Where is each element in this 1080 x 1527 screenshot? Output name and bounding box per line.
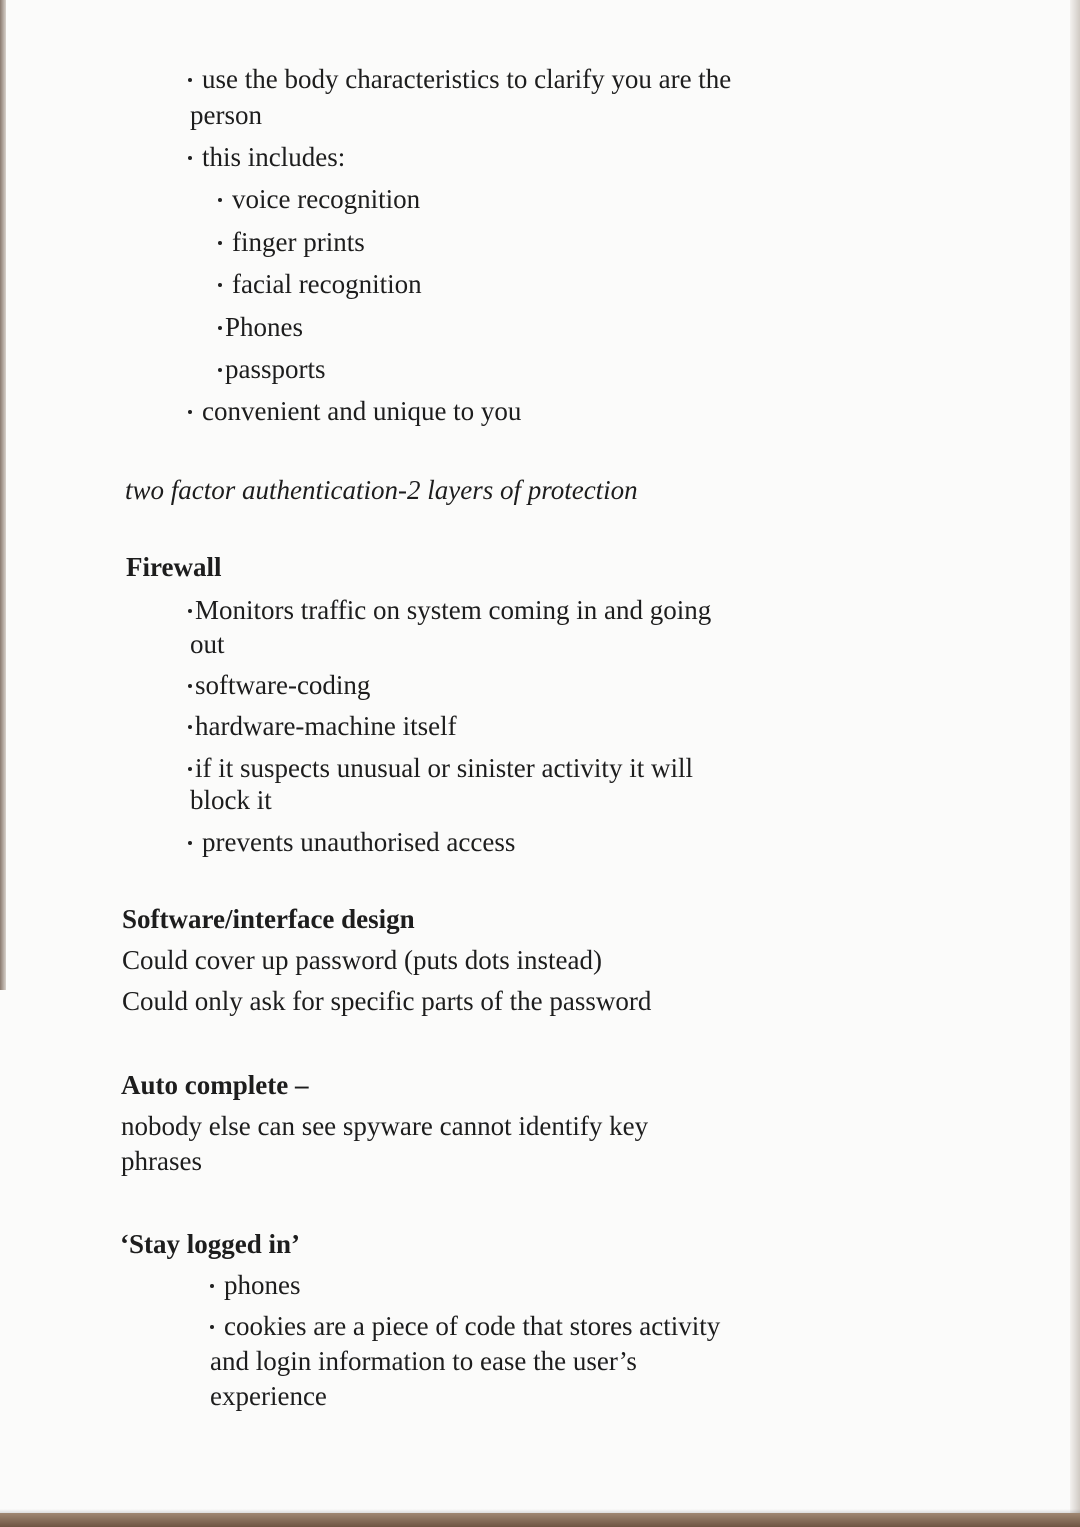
bullet-dot (218, 283, 222, 287)
example-item: facial recognition (218, 267, 422, 302)
biometric-bullet-1: use the body characteristics to clarify you are the (188, 62, 731, 97)
example-item: Phones (218, 310, 303, 345)
firewall-item: prevents unauthorised access (188, 825, 515, 860)
auto-complete-line: phrases (121, 1146, 202, 1176)
stay-logged-in-item-cont: and login information to ease the user’s (210, 1346, 637, 1376)
biometric-bullet-3: convenient and unique to you (188, 394, 521, 429)
bullet-dot (188, 725, 192, 729)
bullet-dot (188, 684, 192, 688)
stay-logged-in-item: cookies are a piece of code that stores activity (210, 1309, 720, 1344)
bullet-dot (218, 241, 222, 245)
page-edge-bottom (0, 1513, 1080, 1527)
example-item: passports (218, 352, 326, 387)
biometric-bullet-2: this includes: (188, 140, 345, 175)
bullet-dot (188, 410, 192, 414)
example-item: voice recognition (218, 182, 420, 217)
page-edge-right (1070, 0, 1080, 1527)
firewall-item-cont: block it (190, 785, 272, 815)
bullet-dot (188, 78, 192, 82)
software-design-heading: Software/interface design (122, 904, 415, 934)
page-edge-left (0, 0, 6, 990)
firewall-item: if it suspects unusual or sinister activity it will (188, 751, 693, 786)
software-design-line: Could cover up password (puts dots instead) (122, 945, 602, 975)
example-item: finger prints (218, 225, 365, 260)
stay-logged-in-item: phones (210, 1268, 301, 1303)
firewall-item: software-coding (188, 668, 370, 703)
bullet-dot (188, 156, 192, 160)
firewall-item-cont: out (190, 629, 225, 659)
firewall-heading: Firewall (126, 552, 222, 582)
two-factor-note: two factor authentication-2 layers of protection (125, 475, 638, 505)
bullet-dot (210, 1284, 214, 1288)
software-design-line: Could only ask for specific parts of the password (122, 986, 652, 1016)
auto-complete-heading: Auto complete – (121, 1070, 309, 1100)
bullet-dot (218, 326, 222, 330)
biometric-bullet-1-cont: person (190, 100, 262, 130)
bullet-dot (218, 368, 222, 372)
stay-logged-in-heading: ‘Stay logged in’ (120, 1229, 301, 1259)
bullet-dot (188, 767, 192, 771)
bullet-dot (188, 841, 192, 845)
bullet-dot (218, 198, 222, 202)
stay-logged-in-item-cont: experience (210, 1381, 327, 1411)
firewall-item: hardware-machine itself (188, 709, 457, 744)
firewall-item: Monitors traffic on system coming in and going (188, 593, 711, 628)
auto-complete-line: nobody else can see spyware cannot identify key (121, 1111, 649, 1141)
bullet-dot (188, 609, 192, 613)
bullet-dot (210, 1325, 214, 1329)
